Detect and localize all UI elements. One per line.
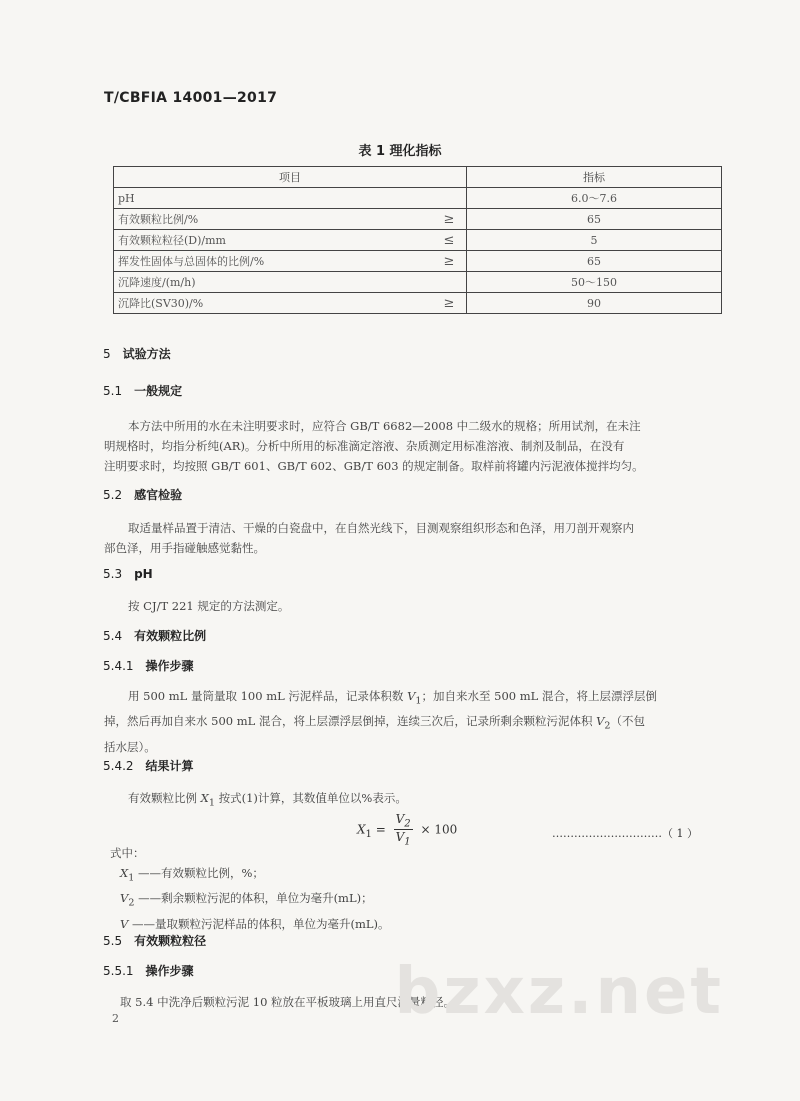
paragraph-line: 注明要求时，均按照 GB/T 601、GB/T 602、GB/T 603 的规定制备。取样前将罐内污泥液体搅拌均匀。 (104, 459, 644, 473)
col-header-value: 指标 (467, 167, 722, 188)
table-row (114, 188, 722, 209)
formula-where: 式中： (110, 846, 145, 860)
text-run: （不包 (610, 714, 646, 729)
section-number: 5.5.1 (103, 964, 134, 978)
definition-line (120, 863, 389, 888)
paragraph-line (104, 686, 724, 711)
paragraph-line: 明规格时，均指分析纯(AR)。分析中所用的标准滴定溶液、杂质测定用标准溶液、制剂及制品，在没有 (104, 439, 625, 453)
paragraph-line: 本方法中所用的水在未注明要求时，应符合 GB/T 6682—2008 中二级水的规格；所用试剂，在未注 (128, 419, 641, 433)
paragraph-line: 取适量样品置于清洁、干燥的白瓷盘中，在自然光线下，目测观察组织形态和色泽，用刀剖开观察内 (128, 521, 634, 535)
text-run: 有效颗粒比例 (128, 791, 201, 805)
def-subscript: 2 (128, 897, 135, 909)
section-title: 一般规定 (134, 384, 183, 398)
section-5-1-body (104, 416, 724, 476)
row-operator: ≥ (432, 251, 467, 272)
row-operator: ≥ (432, 293, 467, 314)
section-5-4-heading (103, 627, 206, 644)
section-5-5-1-heading (103, 962, 194, 979)
section-number: 5.3 (103, 567, 123, 581)
standard-code: T/CBFIA 14001—2017 (104, 90, 278, 106)
section-number: 5.1 (103, 384, 123, 398)
section-5-3-body: 按 CJ/T 221 规定的方法测定。 (128, 599, 290, 613)
table-row (114, 272, 722, 293)
section-5-4-1-heading (103, 657, 194, 674)
numerator-symbol: V (395, 812, 405, 826)
text-run: ；加自来水至 500 mL 混合，将上层漂浮层倒 (421, 689, 657, 703)
section-5-5-1-body: 取 5.4 中洗净后颗粒污泥 10 粒放在平板玻璃上用直尺测量粒径。 (120, 995, 456, 1009)
var-subscript: 1 (208, 797, 215, 809)
denominator-symbol: V (395, 830, 405, 845)
spec-table (113, 166, 722, 314)
table-row (114, 251, 722, 272)
row-item: 沉降比(SV30)/% (114, 293, 433, 314)
section-number: 5.4.2 (103, 759, 134, 773)
section-5-3-heading (103, 567, 153, 581)
section-title: 试验方法 (122, 347, 171, 361)
section-5-2-body (104, 518, 724, 558)
def-symbol: V (120, 891, 129, 906)
row-item: 有效颗粒粒径(D)/mm (114, 230, 433, 251)
col-header-item: 项目 (114, 167, 467, 188)
definition-line (120, 888, 389, 913)
section-number: 5 (103, 347, 111, 361)
row-item: 挥发性固体与总固体的比例/% (114, 251, 433, 272)
paragraph-line (104, 711, 724, 736)
section-number: 5.4 (103, 629, 123, 643)
section-5-4-1-body (104, 686, 724, 757)
section-title: pH (134, 567, 153, 581)
numerator-subscript: 2 (404, 818, 411, 830)
section-5-4-2-heading (103, 757, 194, 774)
fraction-numerator (394, 812, 413, 830)
fraction (394, 812, 413, 848)
formula-lhs-subscript: 1 (365, 828, 372, 840)
def-subscript: 1 (128, 872, 135, 884)
table-row (114, 293, 722, 314)
row-item: 有效颗粒比例/% (114, 209, 433, 230)
section-title: 感官检验 (134, 488, 183, 502)
row-value: 50～150 (467, 272, 722, 293)
row-value: 5 (467, 230, 722, 251)
row-value: 65 (467, 209, 722, 230)
row-value: 90 (467, 293, 722, 314)
var-subscript: 1 (415, 695, 422, 707)
def-text: ——剩余颗粒污泥的体积，单位为毫升(mL)； (134, 891, 373, 906)
row-value: 6.0～7.6 (467, 188, 722, 209)
var-symbol: V (407, 689, 416, 703)
section-number: 5.4.1 (103, 659, 134, 673)
row-operator (432, 188, 467, 209)
text-run: 用 500 mL 量筒量取 100 mL 污泥样品，记录体积数 (128, 689, 408, 703)
section-5-5-heading (103, 932, 206, 949)
text-run: 按式(1)计算，其数值单位以%表示。 (214, 791, 407, 805)
row-operator (432, 272, 467, 293)
section-number: 5.2 (103, 488, 123, 502)
section-title: 操作步骤 (145, 659, 194, 673)
def-text: ——量取颗粒污泥样品的体积，单位为毫升(mL)。 (128, 916, 390, 931)
row-value: 65 (467, 251, 722, 272)
section-number: 5.5 (103, 934, 123, 948)
section-title: 结果计算 (145, 759, 194, 773)
var-symbol: X (200, 791, 209, 805)
table-header-row (114, 167, 722, 188)
formula-definitions (120, 863, 389, 939)
section-title: 有效颗粒比例 (134, 629, 207, 643)
row-operator: ≤ (432, 230, 467, 251)
formula-tail: × 100 (420, 822, 458, 837)
section-title: 有效颗粒粒径 (134, 934, 207, 948)
def-text: ——有效颗粒比例，%； (134, 866, 264, 880)
watermark-text: bzxz.net (394, 955, 724, 1029)
row-operator: ≥ (432, 209, 467, 230)
def-symbol: V (120, 916, 129, 931)
var-symbol: V (596, 714, 605, 729)
formula-lhs: X (357, 822, 366, 837)
section-title: 操作步骤 (145, 964, 194, 978)
row-item: pH (114, 188, 433, 209)
fraction-denominator (394, 830, 413, 847)
paragraph-line: 部色泽，用手指碰触感觉黏性。 (104, 541, 265, 555)
paragraph-line: 括水层）。 (104, 739, 156, 754)
formula-intro (128, 788, 407, 813)
table-row (114, 230, 722, 251)
formula-number: …………………………（ 1 ） (552, 827, 698, 840)
text-run: 掉，然后再加自来水 500 mL 混合，将上层漂浮层倒掉，连续三次后，记录所剩余颗粒污泥体积 (104, 714, 597, 729)
section-5-heading (103, 345, 171, 362)
section-5-1-heading (103, 382, 182, 399)
formula-1: $X_1$ = $\frac{V_2}{V_1}$ × 100 (357, 812, 458, 848)
table-caption: 表 1 理化指标 (358, 144, 442, 159)
section-5-2-heading (103, 486, 182, 503)
page-number: 2 (112, 1012, 119, 1025)
denominator-subscript: 1 (404, 836, 411, 848)
def-symbol: X (120, 866, 129, 880)
var-subscript: 2 (604, 720, 611, 732)
table-row (114, 209, 722, 230)
row-item: 沉降速度/(m/h) (114, 272, 433, 293)
